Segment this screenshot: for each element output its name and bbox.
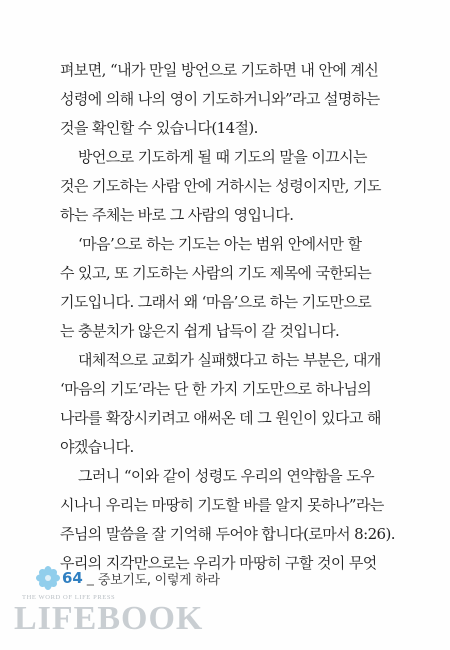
paragraph-start: 그러니 “이와 같이 성령도 우리의 연약함을 도우 xyxy=(78,467,374,485)
text-line: 성령에 의해 나의 영이 기도하거니와”라고 설명하는 xyxy=(60,90,380,108)
paragraph-start: 대체적으로 교회가 실패했다고 하는 부분은, 대개 xyxy=(78,351,381,369)
text-line: 나라를 확장시키려고 애써온 데 그 원인이 있다고 해 xyxy=(60,409,381,427)
flower-icon xyxy=(34,566,74,590)
watermark-logo: LIFEBOOK xyxy=(14,600,204,637)
body-text xyxy=(60,56,412,578)
text-line: 하는 주체는 바로 그 사람의 영입니다. xyxy=(60,206,294,224)
book-title: 중보기도, 이렇게 하라 xyxy=(97,572,220,588)
text-line: 주님의 말씀을 잘 기억해 두어야 합니다(로마서 8:26). xyxy=(60,525,395,543)
text-line: 기도입니다. 그래서 왜 ‘마음’으로 하는 기도만으로 xyxy=(60,293,372,311)
lifebook-watermark xyxy=(8,594,204,640)
text-line: 야겠습니다. xyxy=(60,438,134,456)
paragraph-start: ‘마음’으로 하는 기도는 아는 범위 안에서만 할 xyxy=(78,235,362,253)
text-line: 는 충분치가 않은지 쉽게 납득이 갈 것입니다. xyxy=(60,322,340,340)
footer-separator: _ xyxy=(86,570,94,586)
text-line: 것은 기도하는 사람 안에 거하시는 성령이지만, 기도 xyxy=(60,177,381,195)
page-footer xyxy=(34,566,220,590)
text-line: 펴보면, “내가 만일 방언으로 기도하면 내 안에 계신 xyxy=(60,61,379,79)
text-line: 우리의 지각만으로는 우리가 마땅히 구할 것이 무엇 xyxy=(60,554,377,572)
paragraph-start: 방언으로 기도하게 될 때 기도의 말을 이끄시는 xyxy=(78,148,367,166)
text-line: ‘마음의 기도’라는 단 한 가지 기도만으로 하나님의 xyxy=(60,380,372,398)
publisher-name: THE WORD OF LIFE PRESS xyxy=(22,594,116,601)
text-line: 것을 확인할 수 있습니다(14절). xyxy=(60,119,258,137)
page-number: 64 xyxy=(62,569,83,587)
text-line: 시나니 우리는 마땅히 기도할 바를 알지 못하나”라는 xyxy=(60,496,384,514)
text-line: 수 있고, 또 기도하는 사람의 기도 제목에 국한되는 xyxy=(60,264,372,282)
